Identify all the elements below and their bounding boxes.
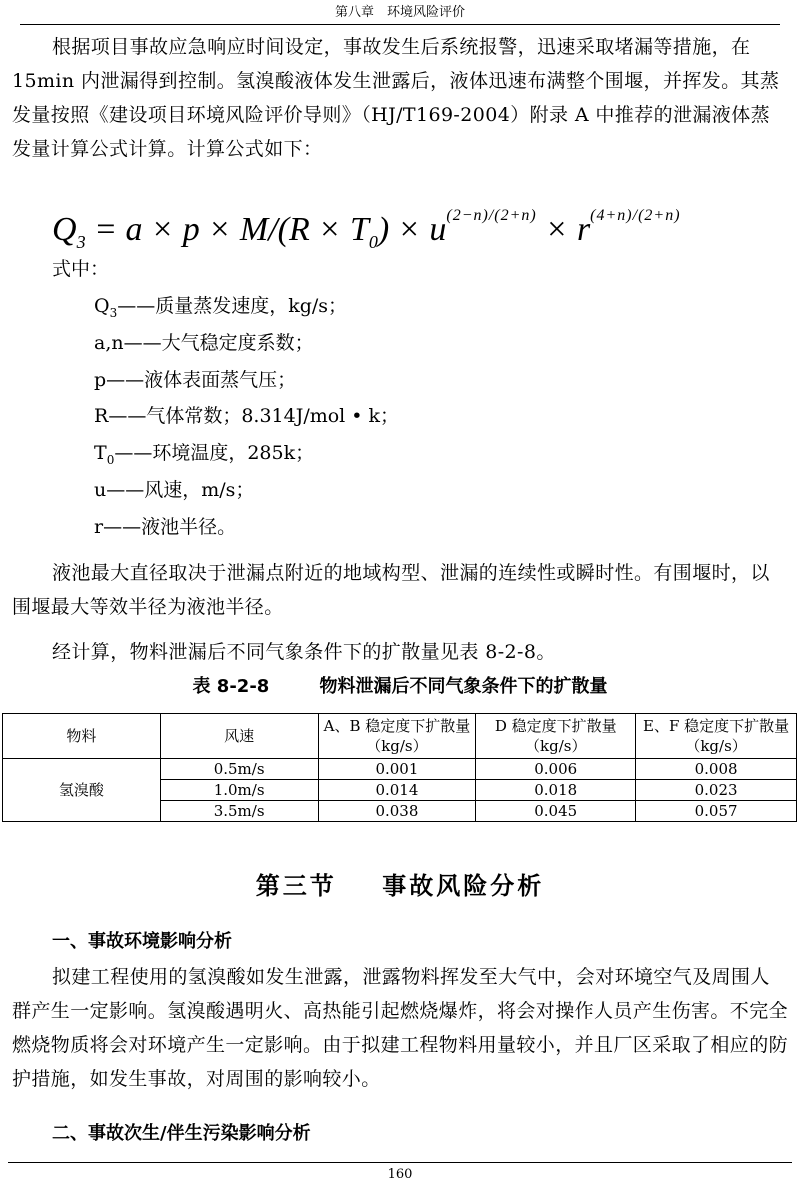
paragraph-accident-impact: 拟建工程使用的氢溴酸如发生泄露，泄露物料挥发至大气中，会对环境空气及周围人群产生一定影响。氢溴酸遇明火、高热能引起燃烧爆炸，将会对操作人员产生伤害。不完全燃烧物质将会对环境产生一定影响。由于拟建工程物料用量较小，并且厂区采取了相应的防护措施，如发生事故，对周围的影响较小。 bbox=[12, 966, 789, 1090]
variable-item bbox=[94, 398, 399, 435]
variable-item bbox=[94, 509, 399, 546]
table-header-row bbox=[3, 714, 797, 759]
table-row bbox=[3, 759, 797, 780]
formula-u-exponent: (2−n)/(2+n) bbox=[446, 207, 537, 224]
variable-description: ——质量蒸发速度，kg/s； bbox=[117, 295, 348, 317]
variable-symbol: T bbox=[94, 442, 107, 465]
where-label: 式中： bbox=[52, 258, 110, 280]
formula-times-1: × bbox=[153, 211, 173, 248]
formula-a: = a bbox=[94, 211, 143, 248]
evaporation-formula bbox=[52, 186, 752, 252]
cell-wind-speed: 1.0m/s bbox=[160, 780, 318, 801]
variable-item bbox=[94, 435, 399, 472]
variable-description: ——液体表面蒸气压； bbox=[106, 368, 297, 391]
cell-d: 0.006 bbox=[476, 759, 636, 780]
variable-description: ——气体常数；8.314J/mol • k； bbox=[108, 405, 400, 428]
variable-item bbox=[94, 288, 399, 325]
diffusion-table bbox=[2, 713, 797, 822]
variable-symbol: p bbox=[94, 368, 107, 391]
cell-ef: 0.008 bbox=[636, 759, 797, 780]
variable-symbol: u bbox=[94, 478, 107, 501]
variable-list bbox=[94, 288, 399, 546]
variable-description: ——大气稳定度系数； bbox=[123, 331, 314, 354]
variable-description: ——环境温度，285k； bbox=[114, 442, 315, 465]
variable-description: ——风速，m/s； bbox=[106, 478, 255, 501]
cell-ab: 0.014 bbox=[318, 780, 476, 801]
variable-item bbox=[94, 325, 399, 362]
formula-q-sub: 3 bbox=[76, 232, 86, 252]
page-footer bbox=[8, 1162, 792, 1187]
header-ef-stability: E、F 稳定度下扩散量（kg/s） bbox=[636, 714, 797, 759]
variable-subscript: 0 bbox=[106, 452, 115, 467]
page-number: 160 bbox=[387, 1167, 413, 1182]
formula-r: r bbox=[576, 211, 591, 248]
subheading-secondary-pollution: 二、事故次生/伴生污染影响分析 bbox=[52, 1123, 311, 1144]
cell-d: 0.018 bbox=[476, 780, 636, 801]
variable-item bbox=[94, 472, 399, 509]
table-caption: 表 8-2-8 物料泄漏后不同气象条件下的扩散量 bbox=[192, 676, 608, 697]
formula-m: M bbox=[239, 211, 269, 248]
formula-times-5: × bbox=[547, 211, 567, 248]
formula-t-sub: 0 bbox=[368, 232, 378, 252]
cell-ab: 0.038 bbox=[318, 801, 476, 822]
cell-material: 氢溴酸 bbox=[3, 759, 161, 822]
formula-q: Q bbox=[52, 211, 77, 248]
header-d-stability: D 稳定度下扩散量（kg/s） bbox=[476, 714, 636, 759]
page-header bbox=[20, 2, 780, 25]
cell-ab: 0.001 bbox=[318, 759, 476, 780]
variable-description: ——液池半径。 bbox=[103, 515, 237, 538]
formula-r-open: /(R bbox=[268, 211, 310, 248]
formula-times-3: × bbox=[320, 211, 340, 248]
cell-d: 0.045 bbox=[476, 801, 636, 822]
variable-item bbox=[94, 362, 399, 399]
subheading-environment-impact: 一、事故环境影响分析 bbox=[52, 931, 232, 952]
paragraph-table-intro: 经计算，物料泄漏后不同气象条件下的扩散量见表 8-2-8。 bbox=[52, 641, 556, 663]
section-title: 第三节 事故风险分析 bbox=[255, 872, 545, 900]
formula-r-exponent: (4+n)/(2+n) bbox=[590, 207, 681, 224]
formula-u: u bbox=[429, 211, 447, 248]
cell-wind-speed: 0.5m/s bbox=[160, 759, 318, 780]
variable-symbol: Q bbox=[94, 295, 110, 317]
formula-p: p bbox=[182, 211, 200, 248]
header-ab-stability: A、B 稳定度下扩散量（kg/s） bbox=[318, 714, 476, 759]
formula-times-4: × bbox=[399, 211, 419, 248]
paragraph-pool-diameter: 液池最大直径取决于泄漏点附近的地域构型、泄漏的连续性或瞬时性。有围堰时，以围堰最大等效半径为液池半径。 bbox=[12, 562, 770, 618]
variable-symbol: R bbox=[94, 405, 109, 428]
chapter-title: 第八章 环境风险评价 bbox=[334, 5, 465, 20]
header-wind-speed: 风速 bbox=[160, 714, 318, 759]
variable-subscript: 3 bbox=[109, 305, 118, 320]
variable-symbol: a,n bbox=[94, 331, 124, 354]
cell-wind-speed: 3.5m/s bbox=[160, 801, 318, 822]
formula-close: ) bbox=[377, 211, 390, 248]
cell-ef: 0.023 bbox=[636, 780, 797, 801]
paragraph-leak-response: 根据项目事故应急响应时间设定，事故发生后系统报警，迅速采取堵漏等措施，在 15min 内泄漏得到控制。氢溴酸液体发生泄露后，液体迅速布满整个围堰，并挥发。其蒸发量按照《建设项目环境风险评价导则》（HJ/T169-2004）附录 A 中推荐的泄漏液体蒸发量计算公式计算。计算公式如下： bbox=[12, 36, 780, 160]
formula-times-2: × bbox=[210, 211, 230, 248]
variable-symbol: r bbox=[94, 515, 104, 538]
cell-ef: 0.057 bbox=[636, 801, 797, 822]
formula-t: T bbox=[349, 211, 369, 248]
header-material: 物料 bbox=[3, 714, 161, 759]
